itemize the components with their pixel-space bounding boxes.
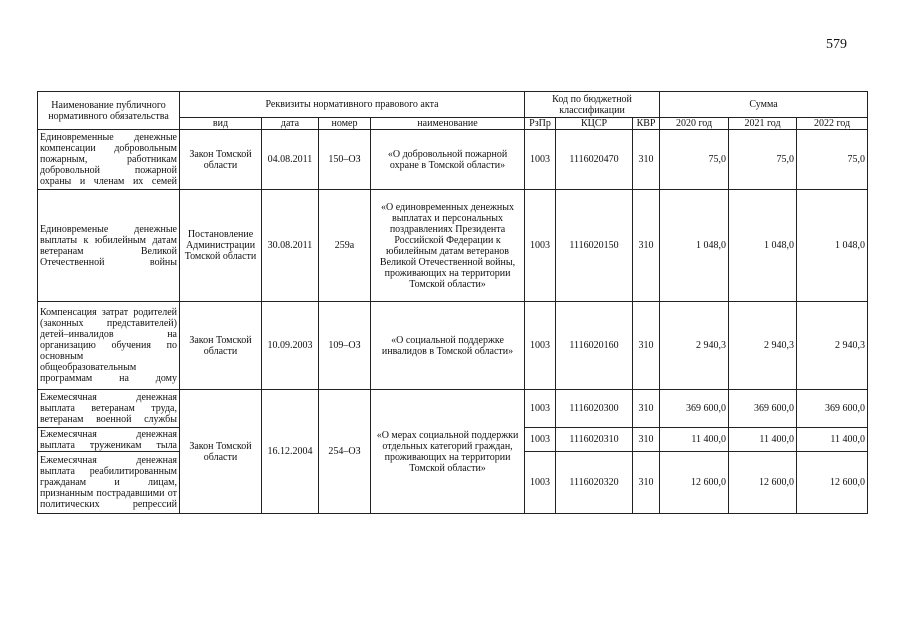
table-row: [38, 190, 868, 302]
sum-2021-cell: 75,0: [729, 130, 797, 190]
rzpr-cell: 1003: [525, 428, 556, 452]
rzpr-cell: 1003: [525, 390, 556, 428]
rzpr-cell: 1003: [525, 452, 556, 514]
rzpr-cell: 1003: [525, 130, 556, 190]
sum-2022-cell: 12 600,0: [797, 452, 868, 514]
header-act-name: наименование: [371, 118, 525, 130]
sum-2022-cell: 1 048,0: [797, 190, 868, 302]
act-type-cell: Закон Томской области: [180, 302, 262, 390]
table-row: [38, 302, 868, 390]
table-row: [38, 130, 868, 190]
obligation-name-cell: Единовременные денежные компенсации добровольным пожарным, работникам добровольной пожарной охраны и членам их семей: [38, 130, 180, 190]
act-number-cell: 254–ОЗ: [319, 390, 371, 514]
obligation-name-cell: Компенсация затрат родителей (законных представителей) детей–инвалидов на организацию обучения по основным общеобразовательным программам на дому: [38, 302, 180, 390]
header-act-requisites: Реквизиты нормативного правового акта: [180, 92, 525, 118]
sum-2021-cell: 12 600,0: [729, 452, 797, 514]
kcsr-cell: 1116020150: [556, 190, 633, 302]
header-date: дата: [262, 118, 319, 130]
kvr-cell: 310: [633, 302, 660, 390]
act-type-cell: Закон Томской области: [180, 130, 262, 190]
act-date-cell: 30.08.2011: [262, 190, 319, 302]
sum-2022-cell: 369 600,0: [797, 390, 868, 428]
obligation-name-cell: Ежемесячная денежная выплата ветеранам труда, ветеранам военной службы: [38, 390, 180, 428]
act-name-cell: «О социальной поддержке инвалидов в Томской области»: [371, 302, 525, 390]
kvr-cell: 310: [633, 452, 660, 514]
sum-2020-cell: 369 600,0: [660, 390, 729, 428]
kvr-cell: 310: [633, 190, 660, 302]
obligation-name-cell: Ежемесячная денежная выплата реабилитированным гражданам и лицам, признанным пострадавшими от политических репрессий: [38, 452, 180, 514]
kcsr-cell: 1116020160: [556, 302, 633, 390]
sum-2021-cell: 2 940,3: [729, 302, 797, 390]
act-date-cell: 10.09.2003: [262, 302, 319, 390]
header-kcsr: КЦСР: [556, 118, 633, 130]
sum-2020-cell: 1 048,0: [660, 190, 729, 302]
sum-2020-cell: 12 600,0: [660, 452, 729, 514]
header-year-2022: 2022 год: [797, 118, 868, 130]
header-year-2021: 2021 год: [729, 118, 797, 130]
kcsr-cell: 1116020320: [556, 452, 633, 514]
act-type-cell: Закон Томской области: [180, 390, 262, 514]
header-vid: вид: [180, 118, 262, 130]
kcsr-cell: 1116020310: [556, 428, 633, 452]
rzpr-cell: 1003: [525, 302, 556, 390]
obligation-name-cell: Единовременые денежные выплаты к юбилейным датам ветеранам Великой Отечественной войны: [38, 190, 180, 302]
sum-2022-cell: 2 940,3: [797, 302, 868, 390]
act-date-cell: 16.12.2004: [262, 390, 319, 514]
header-kvr: КВР: [633, 118, 660, 130]
obligations-table: [37, 91, 868, 514]
act-number-cell: 259а: [319, 190, 371, 302]
kvr-cell: 310: [633, 390, 660, 428]
header-obligation-name: Наименование публичного нормативного обязательства: [38, 92, 180, 130]
act-number-cell: 150–ОЗ: [319, 130, 371, 190]
sum-2020-cell: 2 940,3: [660, 302, 729, 390]
act-name-cell: «О единовременных денежных выплатах и персональных поздравлениях Президента Российской Федерации к юбилейным датам ветеранов Великой Отечественной войны, проживающих на территории Томской области»: [371, 190, 525, 302]
act-name-cell: «О добровольной пожарной охране в Томской области»: [371, 130, 525, 190]
kvr-cell: 310: [633, 428, 660, 452]
kcsr-cell: 1116020470: [556, 130, 633, 190]
obligation-name-cell: Ежемесячная денежная выплата труженикам тыла: [38, 428, 180, 452]
sum-2020-cell: 11 400,0: [660, 428, 729, 452]
header-year-2020: 2020 год: [660, 118, 729, 130]
header-sum: Сумма: [660, 92, 868, 118]
act-number-cell: 109–ОЗ: [319, 302, 371, 390]
header-row-top: [38, 92, 868, 118]
kvr-cell: 310: [633, 130, 660, 190]
sum-2021-cell: 369 600,0: [729, 390, 797, 428]
sum-2020-cell: 75,0: [660, 130, 729, 190]
act-name-cell: «О мерах социальной поддержки отдельных категорий граждан, проживающих на территории Томской области»: [371, 390, 525, 514]
sum-2022-cell: 11 400,0: [797, 428, 868, 452]
header-number: номер: [319, 118, 371, 130]
header-budget-code: Код по бюджетной классификации: [525, 92, 660, 118]
table-row: [38, 390, 868, 428]
act-type-cell: Постановление Администрации Томской области: [180, 190, 262, 302]
sum-2022-cell: 75,0: [797, 130, 868, 190]
act-date-cell: 04.08.2011: [262, 130, 319, 190]
header-rzpr: РзПр: [525, 118, 556, 130]
kcsr-cell: 1116020300: [556, 390, 633, 428]
page-number: 579: [826, 37, 847, 52]
sum-2021-cell: 11 400,0: [729, 428, 797, 452]
sum-2021-cell: 1 048,0: [729, 190, 797, 302]
rzpr-cell: 1003: [525, 190, 556, 302]
